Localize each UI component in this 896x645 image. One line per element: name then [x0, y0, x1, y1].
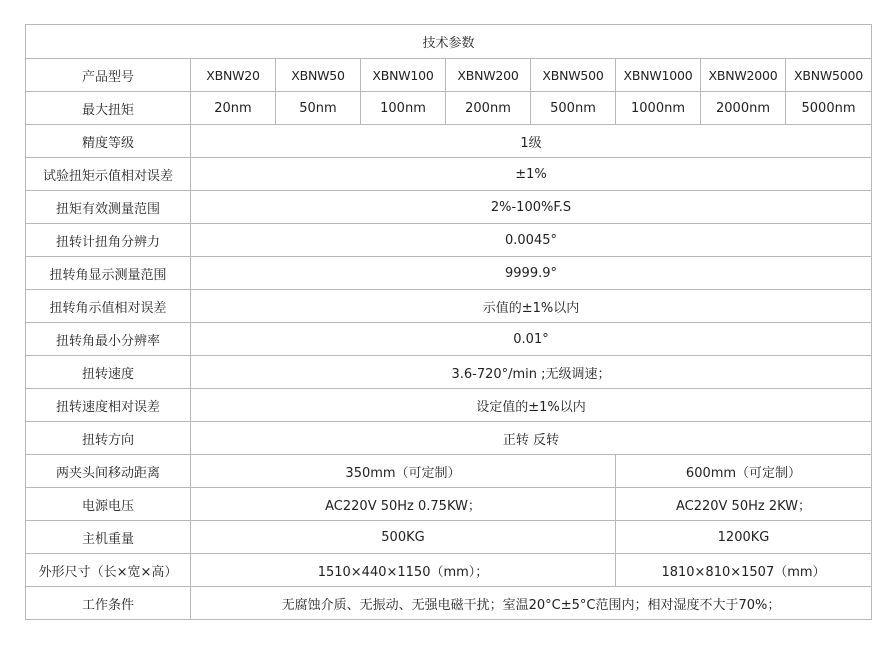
row-value: 2%-100%F.S: [191, 191, 872, 224]
model-cell: XBNW2000: [701, 59, 786, 92]
model-cell: XBNW1000: [616, 59, 701, 92]
spec-table-container: [25, 24, 872, 620]
row-value: 无腐蚀介质、无振动、无强电磁干扰；室温20°C±5°C范围内；相对湿度不大于70%；: [191, 587, 872, 620]
table-row: [26, 587, 872, 620]
row-value-left: 500KG: [191, 521, 616, 554]
table-row: [26, 257, 872, 290]
model-cell: XBNW5000: [786, 59, 872, 92]
spec-table: [25, 24, 872, 620]
row-value: 1级: [191, 125, 872, 158]
row-value: 3.6-720°/min ;无级调速；: [191, 356, 872, 389]
row-label: 精度等级: [26, 125, 191, 158]
row-value-right: AC220V 50Hz 2KW；: [616, 488, 872, 521]
torque-cell: 100nm: [361, 92, 446, 125]
table-row: [26, 389, 872, 422]
row-label: 最大扭矩: [26, 92, 191, 125]
torque-cell: 2000nm: [701, 92, 786, 125]
row-label: 工作条件: [26, 587, 191, 620]
row-value: 示值的±1%以内: [191, 290, 872, 323]
row-value: 0.0045°: [191, 224, 872, 257]
table-row: [26, 290, 872, 323]
torque-cell: 1000nm: [616, 92, 701, 125]
row-label: 扭转速度: [26, 356, 191, 389]
row-value-left: 1510×440×1150（mm）；: [191, 554, 616, 587]
table-row: [26, 554, 872, 587]
torque-cell: 50nm: [276, 92, 361, 125]
row-label: 产品型号: [26, 59, 191, 92]
row-value: 0.01°: [191, 323, 872, 356]
row-value: 设定值的±1%以内: [191, 389, 872, 422]
table-row: [26, 158, 872, 191]
table-row: [26, 521, 872, 554]
model-cell: XBNW100: [361, 59, 446, 92]
row-label: 扭转方向: [26, 422, 191, 455]
row-value-left: AC220V 50Hz 0.75KW；: [191, 488, 616, 521]
row-label: 电源电压: [26, 488, 191, 521]
row-value: 9999.9°: [191, 257, 872, 290]
title-row: [26, 25, 872, 59]
torque-row: [26, 92, 872, 125]
row-value: ±1%: [191, 158, 872, 191]
table-row: [26, 125, 872, 158]
row-label: 主机重量: [26, 521, 191, 554]
row-value: 正转 反转: [191, 422, 872, 455]
table-row: [26, 224, 872, 257]
table-row: [26, 356, 872, 389]
row-value-right: 600mm（可定制）: [616, 455, 872, 488]
row-label: 试验扭矩示值相对误差: [26, 158, 191, 191]
torque-cell: 5000nm: [786, 92, 872, 125]
torque-cell: 200nm: [446, 92, 531, 125]
torque-cell: 20nm: [191, 92, 276, 125]
model-row: [26, 59, 872, 92]
model-cell: XBNW50: [276, 59, 361, 92]
row-label: 扭转计扭角分辨力: [26, 224, 191, 257]
row-label: 扭转角最小分辨率: [26, 323, 191, 356]
row-label: 扭转速度相对误差: [26, 389, 191, 422]
table-row: [26, 191, 872, 224]
table-row: [26, 422, 872, 455]
row-label: 扭矩有效测量范围: [26, 191, 191, 224]
table-row: [26, 455, 872, 488]
row-label: 两夹头间移动距离: [26, 455, 191, 488]
row-label: 扭转角显示测量范围: [26, 257, 191, 290]
row-value-right: 1810×810×1507（mm）: [616, 554, 872, 587]
row-value-left: 350mm（可定制）: [191, 455, 616, 488]
torque-cell: 500nm: [531, 92, 616, 125]
table-title: 技术参数: [26, 25, 872, 59]
model-cell: XBNW500: [531, 59, 616, 92]
table-row: [26, 488, 872, 521]
model-cell: XBNW200: [446, 59, 531, 92]
row-label: 扭转角示值相对误差: [26, 290, 191, 323]
row-label: 外形尺寸（长×宽×高）: [26, 554, 191, 587]
model-cell: XBNW20: [191, 59, 276, 92]
table-row: [26, 323, 872, 356]
row-value-right: 1200KG: [616, 521, 872, 554]
